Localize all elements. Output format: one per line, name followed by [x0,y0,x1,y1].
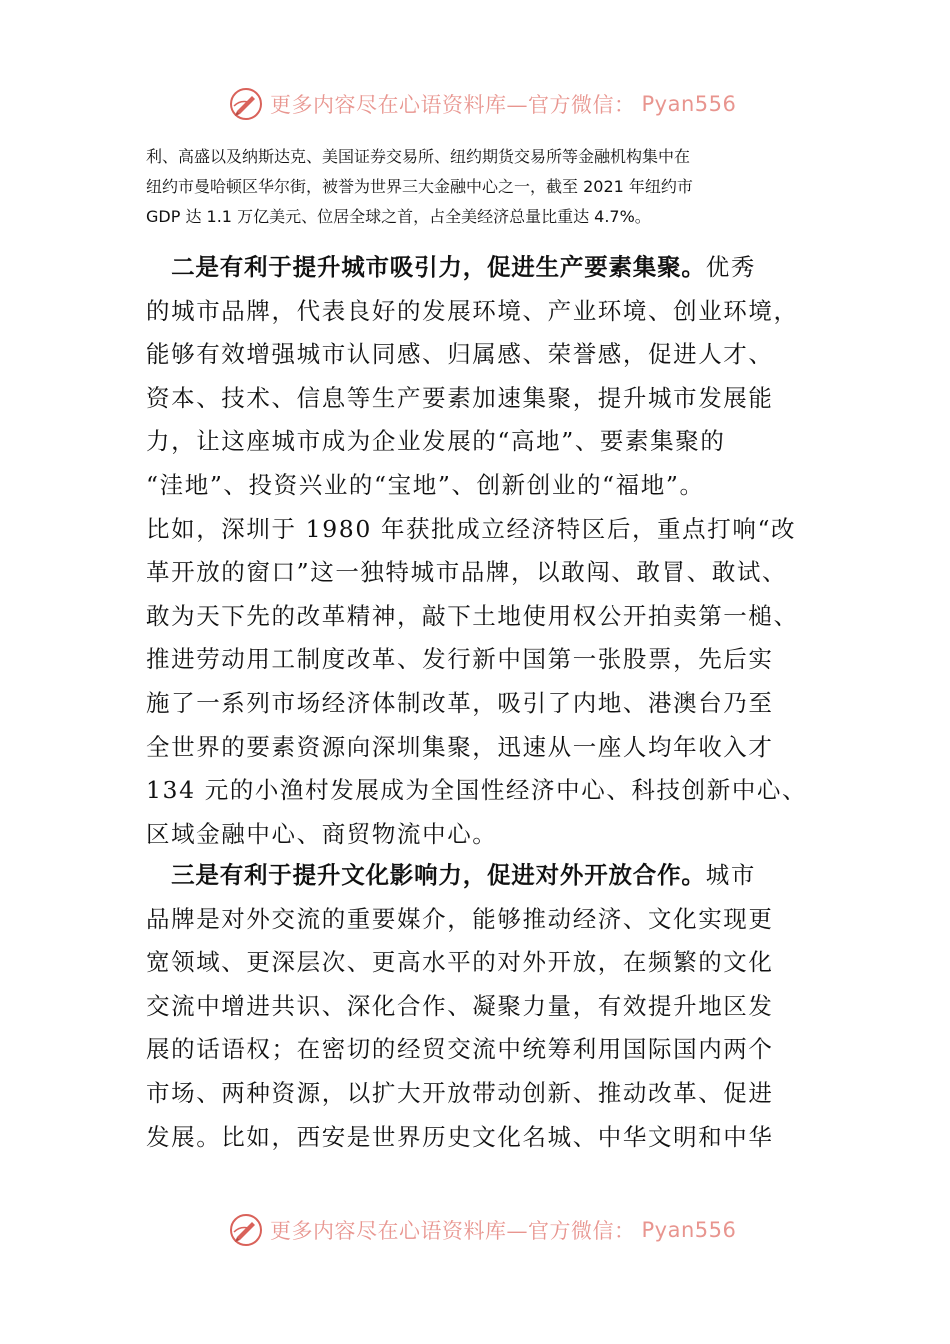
text-line [146,854,806,898]
text-line: 的城市品牌，代表良好的发展环境、产业环境、创业环境， [146,296,799,325]
section-three-paragraph [146,854,806,1159]
text-fragment: 城市 [705,861,756,889]
text-line: “洼地”、投资兴业的“宝地”、创新创业的“福地”。 [146,470,705,499]
intro-paragraph [146,142,806,232]
section-three-lead: 三是有利于提升文化影响力，促进对外开放合作。 [171,861,706,889]
text-line: 展的话语权；在密切的经贸交流中统筹利用国际国内两个 [146,1035,774,1064]
text-line: 利、高盛以及纳斯达克、美国证券交易所、纽约期货交易所等金融机构集中在 [146,147,691,166]
text-line: 市场、两种资源，以扩大开放带动创新、推动改革、促进 [146,1078,774,1107]
banner-text: 更多内容尽在心语资料库—官方微信： [270,93,636,117]
text-line: 施了一系列市场经济体制改革，吸引了内地、港澳台乃至 [146,688,774,717]
text-line: 纽约市曼哈顿区华尔街，被誉为世界三大金融中心之一，截至 2021 年纽约市 [146,177,693,196]
text-line: 能够有效增强城市认同感、归属感、荣誉感，促进人才、 [146,340,774,369]
pen-logo-icon [228,1212,264,1248]
text-line: 134 元的小渔村发展成为全国性经济中心、科技创新中心、 [146,776,808,805]
text-line: 敢为天下先的改革精神，敲下土地使用权公开拍卖第一槌、 [146,601,799,630]
pen-logo-icon [228,86,264,122]
banner-wechat-id: Pyan556 [641,92,737,116]
text-line [146,246,806,290]
text-line: 推进劳动用工制度改革、发行新中国第一张股票，先后实 [146,645,774,674]
text-line: GDP 达 1.1 万亿美元、位居全球之首，占全美经济总量比重达 4.7%。 [146,207,651,226]
text-line: 交流中增进共识、深化合作、凝聚力量，有效提升地区发 [146,991,774,1020]
text-line: 全世界的要素资源向深圳集聚，迅速从一座人均年收入才 [146,732,774,761]
header-banner [228,84,737,124]
banner-text: 更多内容尽在心语资料库—官方微信： [270,1219,636,1243]
text-line: 品牌是对外交流的重要媒介，能够推动经济、文化实现更 [146,904,774,933]
text-line: 区域金融中心、商贸物流中心。 [146,819,498,848]
text-fragment: 优秀 [705,253,756,281]
section-two-lead: 二是有利于提升城市吸引力，促进生产要素集聚。 [171,253,706,281]
footer-banner [228,1210,737,1250]
section-two-paragraph [146,246,806,856]
text-line: 力，让这座城市成为企业发展的“高地”、要素集聚的 [146,427,726,456]
text-line: 革开放的窗口”这一独特城市品牌，以敢闯、敢冒、敢试、 [146,558,788,587]
text-line: 发展。比如，西安是世界历史文化名城、中华文明和中华 [146,1122,774,1151]
text-line: 资本、技术、信息等生产要素加速集聚，提升城市发展能 [146,383,774,412]
text-line: 比如，深圳于 1980 年获批成立经济特区后，重点打响“改 [146,514,797,543]
banner-wechat-id: Pyan556 [641,1218,737,1242]
text-line: 宽领域、更深层次、更高水平的对外开放，在频繁的文化 [146,948,774,977]
